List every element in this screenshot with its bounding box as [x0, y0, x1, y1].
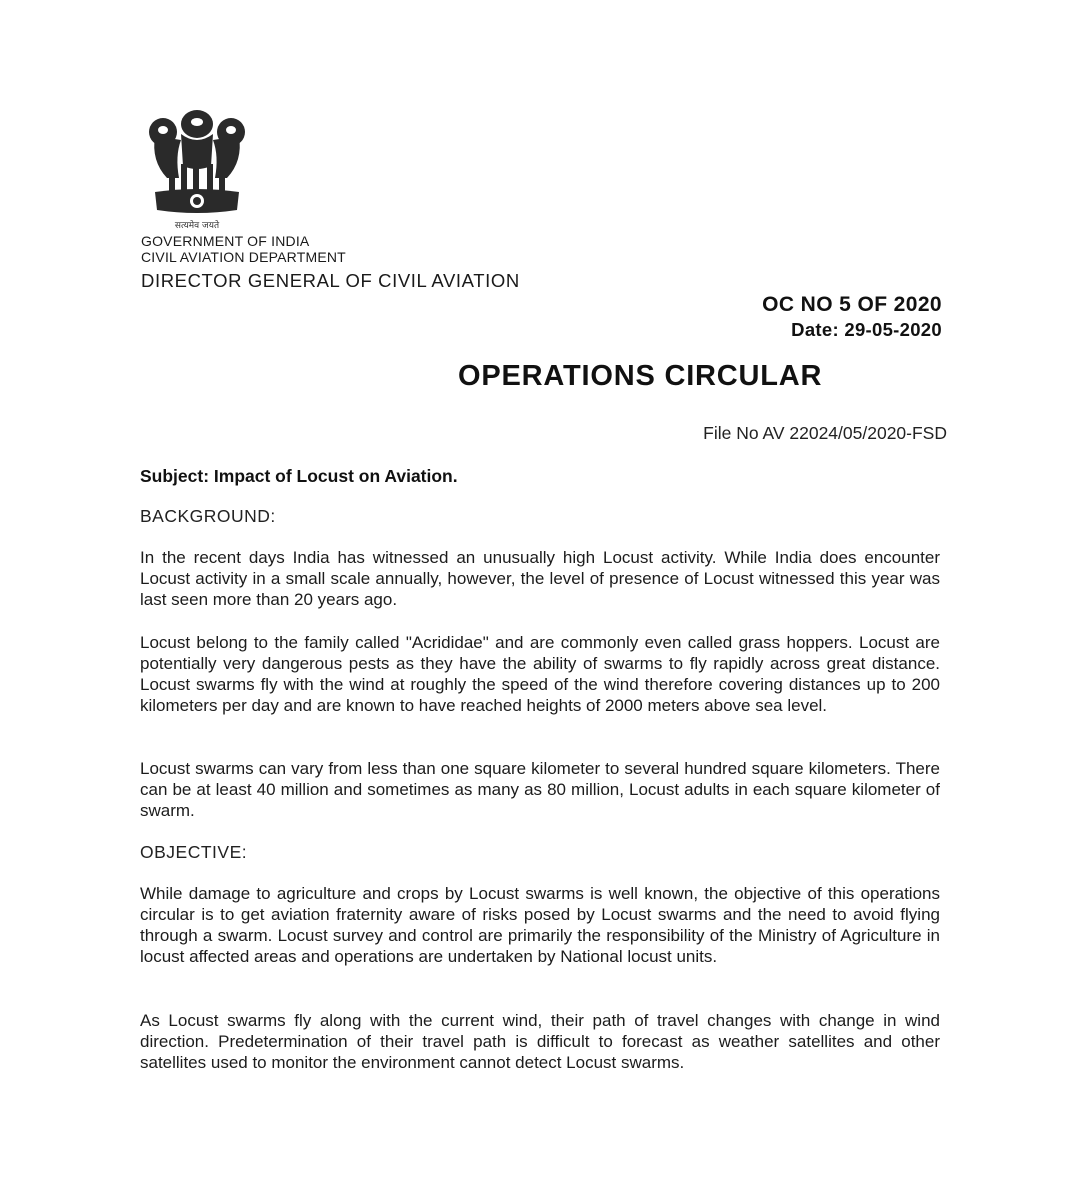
paragraph-background-2: Locust belong to the family called "Acrididae" and are commonly even called grass hoppers. Locust are potentially very dangerous pests as they have the ability of swarms to fly rapidly across great distance. Locust swarms fly with the wind at roughly the speed of the wind therefore covering distances up to 200 kilometers per day and are known to have reached heights of 2000 meters above sea level.	[140, 633, 940, 715]
subject-line: Subject: Impact of Locust on Aviation.	[140, 466, 458, 486]
objective-heading: OBJECTIVE:	[140, 842, 248, 862]
circular-number: OC NO 5 OF 2020	[762, 293, 942, 316]
circular-date: Date: 29-05-2020	[791, 319, 942, 340]
page-title: OPERATIONS CIRCULAR	[458, 360, 823, 392]
header-directorate: DIRECTOR GENERAL OF CIVIL AVIATION	[141, 270, 520, 291]
paragraph-objective-1: While damage to agriculture and crops by Locust swarms is well known, the objective of this operations circular is to get aviation fraternity aware of risks posed by Locust swarms and the need to avoid flying through a swarm. Locust survey and control are primarily the responsibility of the Ministry of Agriculture in locust affected areas and operations are undertaken by National locust units.	[140, 884, 940, 966]
header-department: CIVIL AVIATION DEPARTMENT	[141, 249, 346, 265]
national-emblem-icon	[145, 106, 249, 232]
paragraph-background-3: Locust swarms can vary from less than one square kilometer to several hundred square kilometers. There can be at least 40 million and sometimes as many as 80 million, Locust adults in each square kilometer of swarm.	[140, 759, 940, 820]
emblem-motto: सत्यमेव जयते	[174, 221, 220, 231]
header-government: GOVERNMENT OF INDIA	[141, 233, 310, 249]
paragraph-background-1: In the recent days India has witnessed an unusually high Locust activity. While India does encounter Locust activity in a small scale annually, however, the level of presence of Locust witnessed this year was last seen more than 20 years ago.	[140, 548, 940, 609]
file-number: File No AV 22024/05/2020-FSD	[703, 423, 947, 443]
paragraph-objective-2: As Locust swarms fly along with the current wind, their path of travel changes with change in wind direction. Predetermination of their travel path is difficult to forecast as weather satellites and other satellites used to monitor the environment cannot detect Locust swarms.	[140, 1011, 940, 1072]
background-heading: BACKGROUND:	[140, 506, 276, 526]
